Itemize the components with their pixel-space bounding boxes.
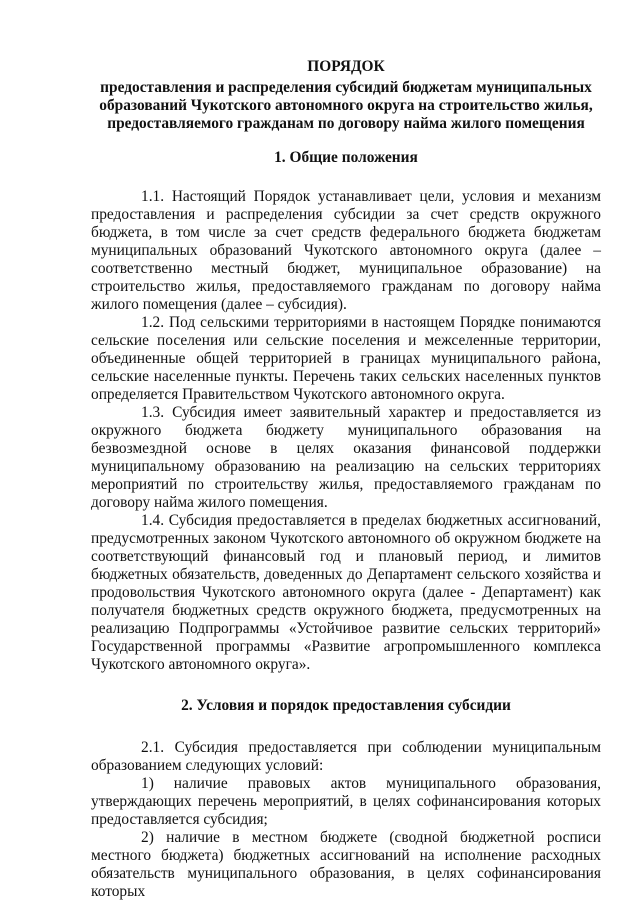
section-1-heading: 1. Общие положения — [274, 149, 418, 166]
paragraph-2-1: 2.1. Субсидия предоставляется при соблюдении муниципальным образованием следующих условий: — [91, 739, 601, 774]
title-main: ПОРЯДОК — [307, 58, 385, 75]
document-page — [91, 58, 601, 901]
section-2-heading: 2. Условия и порядок предоставления субсидии — [181, 697, 511, 714]
paragraph-1-4: 1.4. Субсидия предоставляется в пределах бюджетных ассигнований, предусмотренных законом Чукотского автономного об окружном бюджете на соответствующий финансовый год и плановый период, и лимитов бюджетных обязательств, доведенных до Департамент сельского хозяйства и продовольствия Чукотского автономного округа (далее - Департамент) как получателя бюджетных средств окружного бюджета, предусмотренных на реализацию Подпрограммы «Устойчивое развитие сельских территорий» Государственной программы «Развитие агропромышленного комплекса Чукотского автономного округа». — [91, 512, 601, 673]
title-line-2: образований Чукотского автономного округа на строительство жилья, — [99, 97, 593, 114]
paragraph-2-1-item-2: 2) наличие в местном бюджете (сводной бюджетной росписи местного бюджета) бюджетных ассигнований на исполнение расходных обязательств муниципального образования, в целях софинансирования которых — [91, 829, 601, 900]
paragraph-1-3: 1.3. Субсидия имеет заявительный характер и предоставляется из окружного бюджета бюджету муниципального образования на безвозмездной основе в целях оказания финансовой поддержки муниципальному образованию на реализацию на сельских территориях мероприятий по строительству жилья, предоставляемого гражданам по договору найма жилого помещения. — [91, 404, 601, 511]
paragraph-1-1: 1.1. Настоящий Порядок устанавливает цели, условия и механизм предоставления и распределения субсидии за счет средств окружного бюджета, в том числе за счет средств федерального бюджета бюджетам муниципальных образований Чукотского автономного округа (далее – соответственно местный бюджет, муниципальное образование) на строительство жилья, предоставляемого гражданам по договору найма жилого помещения (далее – субсидия). — [91, 188, 601, 313]
paragraph-2-1-item-1: 1) наличие правовых актов муниципального образования, утверждающих перечень мероприятий, в целях софинансирования которых предоставляется субсидия; — [91, 775, 601, 828]
title-line-1: предоставления и распределения субсидий бюджетам муниципальных — [100, 79, 592, 96]
document-title — [91, 58, 601, 133]
title-line-3: предоставляемого гражданам по договору найма жилого помещения — [107, 115, 585, 132]
paragraph-1-2: 1.2. Под сельскими территориями в настоящем Порядке понимаются сельские поселения или сельские поселения и межселенные территории, объединенные общей территорией в границах муниципального района, сельские населенные пункты. Перечень таких сельских населенных пунктов определяется Правительством Чукотского автономного округа. — [91, 314, 601, 403]
